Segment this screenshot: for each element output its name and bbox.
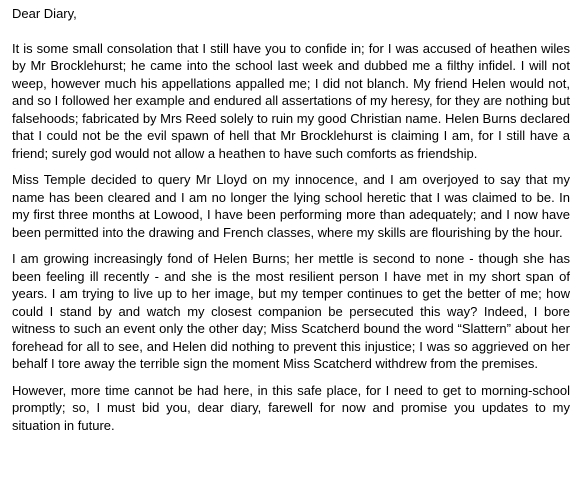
paragraph-2: Miss Temple decided to query Mr Lloyd on my innocence, and I am overjoyed to say that my name has been cleared and I am no longer the lying school heretic that I was claimed to be. In my first three months at Lowood, I have been performing more than adequately; and I now have been permitted into the drawing and French classes, where my skills are flourishing by the hour.: [12, 172, 570, 240]
paragraph-3: I am growing increasingly fond of Helen Burns; her mettle is second to none - though she has been feeling ill recently - and she is the most resilient person I have met in my short span of years. I am trying to live up to her image, but my temper continues to get the better of me; how could I stand by and watch my closest companion be persecuted this way? Indeed, I bore witness to such an event only the other day; Miss Scatcherd bound the word “Slattern” about her forehead for all to see, and Helen did nothing to prevent this injustice; I was so aggrieved on her behalf I tore away the terrible sign the moment Miss Scatcherd withdrew from the premises.: [12, 251, 570, 371]
salutation: Dear Diary,: [12, 6, 77, 21]
paragraph-4: However, more time cannot be had here, in this safe place, for I need to get to morning-school promptly; so, I must bid you, dear diary, farewell for now and promise you updates to my situation in future.: [12, 382, 570, 433]
paragraph-1: It is some small consolation that I still have you to confide in; for I was accused of heathen wiles by Mr Brocklehurst; he came into the school last week and dubbed me a filthy infidel. I will not weep, however much his appellations appalled me; I did not blanch. My friend Helen would not, and so I followed her example and endured all assertations of my heresy, for they are nothing but falsehoods; fabricated by Mrs Reed solely to ruin my good Christian name. Helen Burns declared that I could not be the evil spawn of hell that Mr Brocklehurst is claiming I am, for I still have a friend; surely god would not allow a heathen to have such comforts as friendship.: [12, 40, 570, 161]
